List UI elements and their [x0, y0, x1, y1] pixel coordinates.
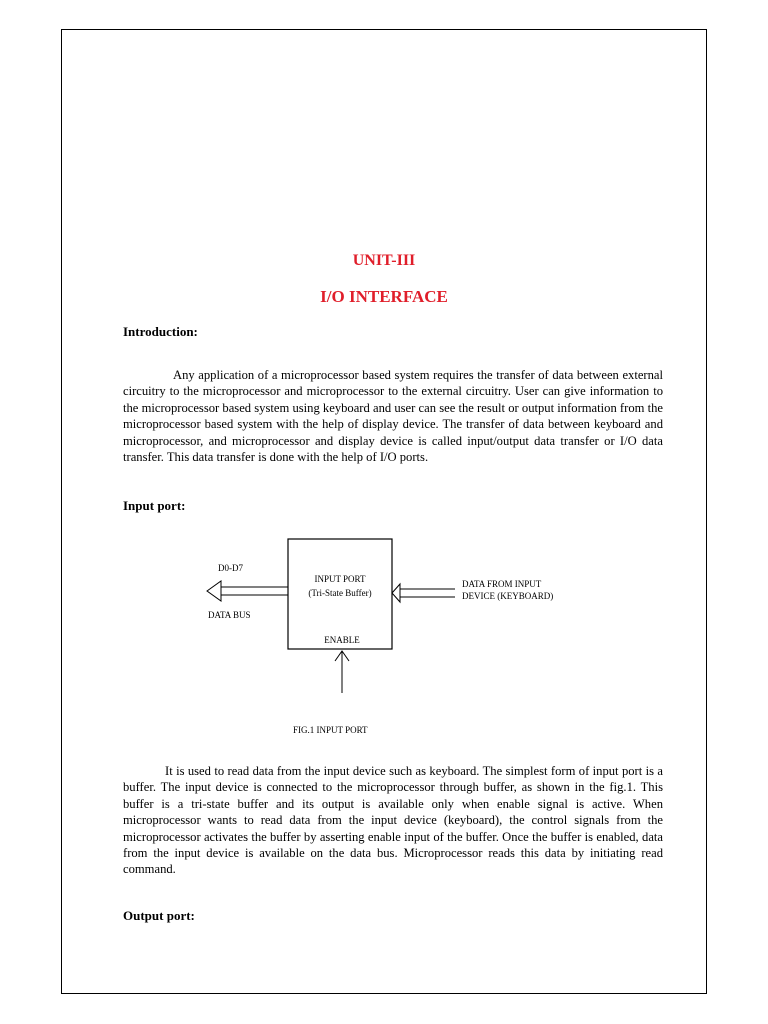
d0-d7-label: D0-D7 — [218, 563, 243, 573]
input-arrowhead — [392, 584, 400, 602]
output-port-heading: Output port: — [123, 908, 195, 923]
figure-caption: FIG.1 INPUT PORT — [293, 725, 368, 735]
enable-label: ENABLE — [324, 635, 360, 645]
input-port-paragraph: It is used to read data from the input device such as keyboard. The simplest form of input port is a buffer. The input device is connected to the microprocessor through buffer, as shown in the fig.1. This buffer is a tri-state buffer and its output is available only when enable signal is active. When microprocessor wants to read data from the input device (keyboard), the control signals from the microprocessor activates the buffer by asserting enable input of the buffer. Once the buffer is enabled, data from the input device is available on the data bus. Microprocessor reads this data by initiating read command. — [123, 764, 663, 877]
box-label-line2: (Tri-State Buffer) — [308, 588, 372, 598]
box-label-line1: INPUT PORT — [314, 574, 366, 584]
introduction-heading: Introduction: — [123, 324, 198, 339]
unit-title: UNIT-III — [352, 252, 416, 269]
data-bus-arrowhead — [207, 581, 221, 601]
input-device-label-line2: DEVICE (KEYBOARD) — [462, 591, 554, 601]
data-bus-label: DATA BUS — [208, 610, 251, 620]
chapter-title: I/O INTERFACE — [320, 287, 448, 306]
introduction-paragraph: Any application of a microprocessor based system requires the transfer of data between external circuitry to the microprocessor and microprocessor to the external circuitry. User can give information to the microprocessor based system using keyboard and user can see the result or output information from the microprocessor based system with the help of display device. The transfer of data between keyboard and microprocessor, and microprocessor and display device is called input/output data transfer or I/O data transfer. This data transfer is done with the help of I/O ports. — [123, 368, 663, 465]
input-port-heading: Input port: — [123, 498, 186, 513]
input-device-label-line1: DATA FROM INPUT — [462, 579, 542, 589]
